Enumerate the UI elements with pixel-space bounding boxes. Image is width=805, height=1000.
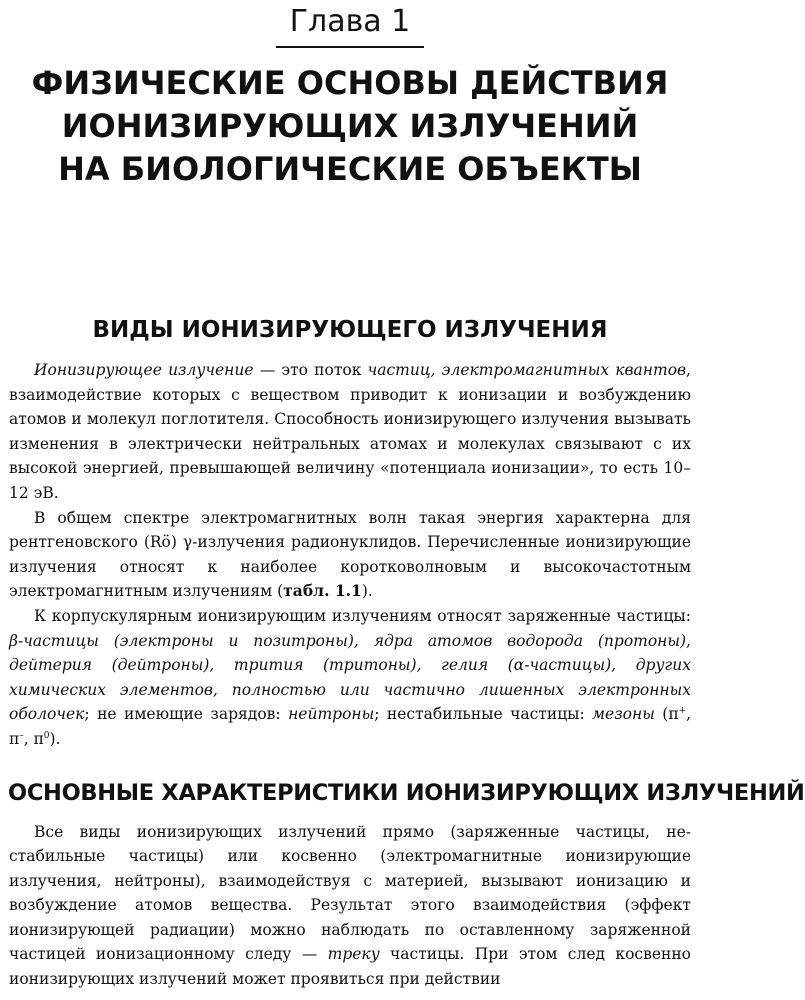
chapter-title-line: ФИЗИЧЕСКИЕ ОСНОВЫ ДЕЙСТВИЯ [31,64,669,102]
term-emphasis: мезоны [592,705,655,724]
chapter-label: Глава 1 [276,4,425,48]
term-emphasis: Ионизирующее излучение [34,361,254,379]
text-run: ; нестабильные частицы: [374,705,593,724]
text-run: , взаимодействие которых с веществом приводит к ионизации и возбуждению атомов и молекул поглотителя. Способность ионизирующего излучения вызывать изменения в электрически нейтральных атомах и молекулах связывают с их высокой энергией, превышающей величину «потенциала ионизации», то есть 10–12 эВ. [9,361,691,502]
chapter-title-line: НА БИОЛОГИЧЕСКИЕ ОБЪЕКТЫ [58,150,642,188]
section-heading-characteristics: ОСНОВНЫЕ ХАРАКТЕРИСТИКИ ИОНИЗИРУЮЩИХ ИЗЛУЧЕНИЙ [8,779,805,806]
paragraph [9,820,691,992]
text-run: — это поток [253,361,368,379]
text-run: , π [23,729,44,748]
chapter-header [0,0,700,48]
text-run: , π [9,705,691,748]
text-run: ). [361,582,373,601]
superscript: – [19,730,24,741]
text-run: В общем спектре электромагнитных волн такая энергия характерна для рентгеновского (Rö) γ-излучения радионуклидов. Перечисленные ионизирующие излучения относят к наиболее коротковолновым и высокочастотным электромагнитным излучениям ( [9,508,691,601]
section-2-body [0,820,700,992]
superscript: 0 [43,730,50,741]
paragraph [9,358,691,506]
term-emphasis: частиц, электромагнитных квантов [367,361,687,379]
chapter-title [0,62,700,191]
paragraph [9,506,691,604]
chapter-title-line: ИОНИЗИРУЮЩИХ ИЗЛУЧЕНИЙ [61,107,639,145]
term-emphasis: β-частицы (электроны и позитроны), ядра атомов водорода (протоны), дейтерия (дейтроны), трития (тритоны), гелия (α-частицы), других химических элементов, полностью или частично лишенных электронных оболочек [9,631,691,724]
term-emphasis: треку [327,945,380,964]
text-run: К корпускулярным ионизирующим излучениям относят заряженные частицы: [34,606,691,625]
paragraph [9,604,691,752]
text-run: частицы. При этом след косвенно ионизирующих излучений может проявиться при действии [9,945,691,989]
section-heading-types: ВИДЫ ИОНИЗИРУЮЩЕГО ИЗЛУЧЕНИЯ [92,317,608,343]
term-emphasis: нейтроны [288,705,375,724]
text-run: (π [654,705,679,724]
text-run: Все виды ионизирующих излучений прямо (заряженные частицы, нестабильные частицы) или косвенно (электромагнитные ионизирующие излучения, нейтроны), взаимодействуя с материей, вызывают ионизацию и возбуждение атомов вещества. Результат этого взаимодействия (эффект ионизирующей радиации) можно наблюдать по оставленному заряженной частицей ионизационному следу — [9,822,691,964]
table-reference: табл. 1.1 [283,581,362,601]
superscript: + [678,706,687,717]
text-run: ). [49,729,61,748]
text-run: ; не имеющие зарядов: [84,705,289,724]
section-1-body [0,358,700,752]
